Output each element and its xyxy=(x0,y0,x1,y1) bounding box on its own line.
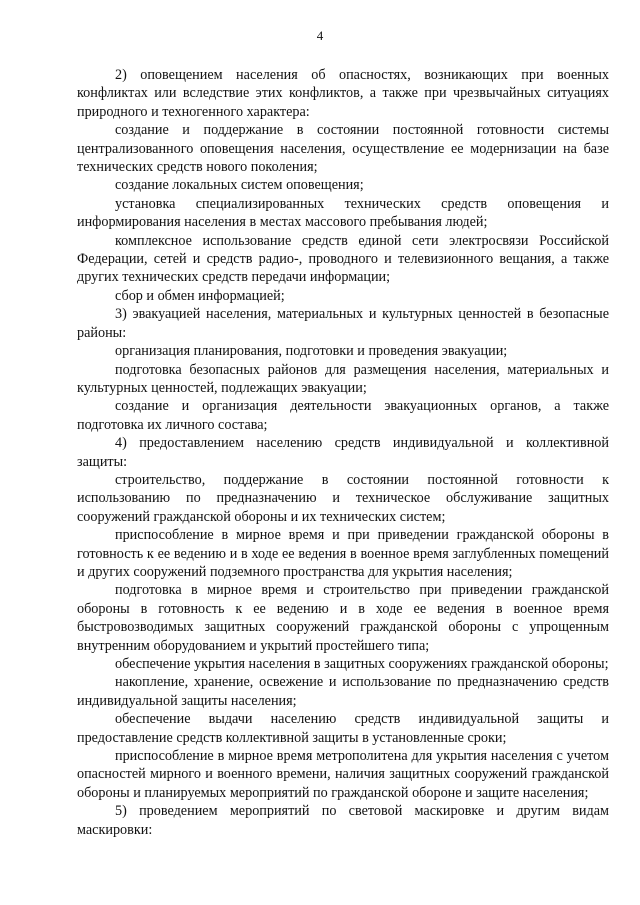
paragraph-shelter-provision: обеспечение укрытия населения в защитных сооружениях гражданской обороны; xyxy=(115,656,609,672)
paragraph-4-protection: 4) предоставлением населению средств индивидуальной и коллективной защиты: xyxy=(77,435,609,470)
paragraph-safe-areas: подготовка безопасных районов для размещения населения, материальных и культурных ценностей, подлежащих эвакуации; xyxy=(77,361,609,396)
paragraph-prefab-shelters: подготовка в мирное время и строительство при приведении гражданской обороны в готовность к ее ведению и в ходе ее ведения в военное время быстровозводимых защитных сооружений гражданской обороны с упрощенным внутренним оборудованием и укрытий простейшего типа; xyxy=(77,582,609,654)
paragraph-2-notification: 2) оповещением населения об опасностях, возникающих при военных конфликтах или вследствие этих конфликтов, а также при чрезвычайных ситуациях природного и техногенного характера: xyxy=(77,67,609,120)
paragraph-ppe-storage: накопление, хранение, освежение и использование по предназначению средств индивидуальной защиты населения; xyxy=(77,674,609,709)
paragraph-ppe-issuance: обеспечение выдачи населению средств индивидуальной защиты и предоставление средств коллективной защиты в установленные сроки; xyxy=(77,711,609,746)
paragraph-evacuation-bodies: создание и организация деятельности эвакуационных органов, а также подготовка их личного состава; xyxy=(77,398,609,433)
page-number: 4 xyxy=(316,28,324,43)
paragraph-notification-system: создание и поддержание в состоянии постоянной готовности системы централизованного оповещения населения, осуществление ее модернизации на базе технических средств нового поколения; xyxy=(77,122,609,176)
paragraph-3-evacuation: 3) эвакуацией населения, материальных и культурных ценностей в безопасные районы: xyxy=(77,306,609,341)
paragraph-adaptation: приспособление в мирное время и при приведении гражданской обороны в готовность к ее ведению и в ходе ее ведения в военное время заглубленных помещений и других сооружений подземного пространства для укрытия населения; xyxy=(77,527,609,580)
paragraph-construction: строительство, поддержание в состоянии постоянной готовности к использованию по предназначению и техническое обслуживание защитных сооружений гражданской обороны и их технических систем; xyxy=(77,471,609,525)
paragraph-installation: установка специализированных технических средств оповещения и информирования населения в местах массового пребывания людей; xyxy=(77,195,609,231)
paragraph-info-exchange: сбор и обмен информацией; xyxy=(115,287,285,304)
paragraph-local-systems: создание локальных систем оповещения; xyxy=(115,177,364,194)
paragraph-evacuation-planning: организация планирования, подготовки и проведения эвакуации; xyxy=(115,343,508,360)
paragraph-metro-adaptation: приспособление в мирное время метрополитена для укрытия населения с учетом опасностей мирного и военного времени, наличия защитных сооружений гражданской обороны и планируемых мероприятий по гражданской обороне и защите населения; xyxy=(77,748,609,801)
paragraph-5-camouflage: 5) проведением мероприятий по световой маскировке и другим видам маскировки: xyxy=(77,803,609,838)
paragraph-comprehensive-use: комплексное использование средств единой сети электросвязи Российской Федерации, сетей и средств радио-, проводного и телевизионного вещания, а также других технических средств передачи информации; xyxy=(77,232,609,286)
document-body xyxy=(77,66,609,839)
